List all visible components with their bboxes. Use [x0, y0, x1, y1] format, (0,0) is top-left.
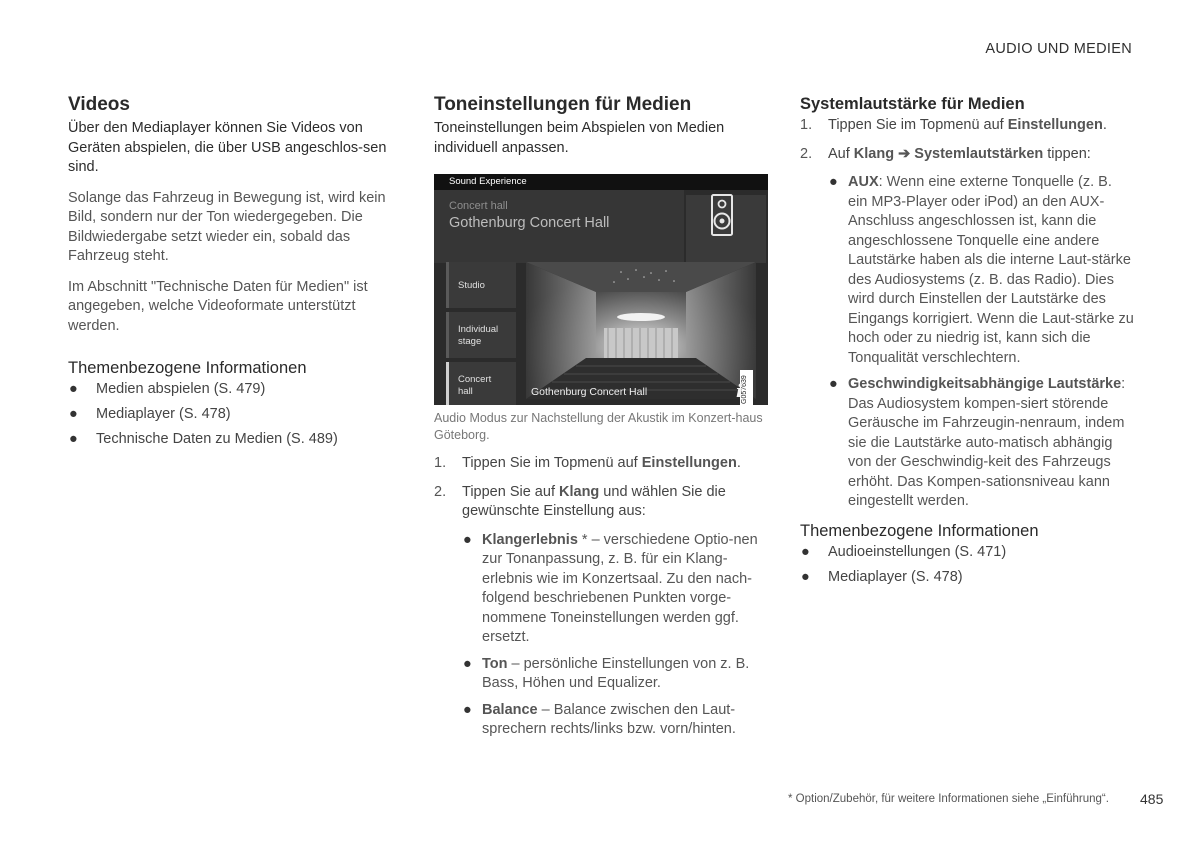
page-number: 485 — [1140, 791, 1164, 807]
videos-title: Videos — [68, 94, 130, 115]
section-header: AUDIO UND MEDIEN — [985, 41, 1132, 57]
settings-menu-term: Einstellungen — [1007, 117, 1103, 133]
figure-caption: Audio Modus zur Nachstellung der Akustik im Konzert-haus Göteborg. — [434, 411, 763, 442]
bullet-icon: ● — [463, 701, 472, 718]
concert-hall-photo — [526, 262, 756, 399]
mode-button-individual-stage[interactable]: Individual stage — [446, 312, 516, 358]
sound-settings-lead: Toneinstellungen beim Abspielen von Medien individuell anpassen. — [434, 120, 725, 156]
step-1: 1. Tippen Sie im Topmenü auf Einstellungen. — [434, 455, 741, 471]
bullet-icon: ● — [463, 531, 472, 548]
sound-menu-term: Klang — [559, 483, 600, 500]
videos-paragraph-2: Im Abschnitt "Technische Daten für Medien" ist angegeben, welche Videoformate unterstützt werden. — [68, 278, 368, 334]
related-link[interactable]: ● Audioeinstellungen (S. 471) — [800, 543, 1135, 563]
mode-title: Gothenburg Concert Hall — [449, 215, 610, 231]
option-aux: ● AUX: Wenn eine externe Tonquelle (z. B. ein MP3-Player oder iPod) an den AUX-Anschluss angeschlossen ist, kann die angeschlossene Tonquelle eine andere Lautstärke haben als die interne Laut-stärke des Audiosystems (z. B. das Radio). Dies wird durch Einstellen der Lautstärke des Eingangs korrigiert. Wenn die Laut-stärke zu hoch oder zu niedrig ist, kann sich die Tonqualität verschlechtern. — [829, 174, 1134, 366]
related-info-title: Themenbezogene Informationen — [800, 521, 1039, 540]
step-2: 2. Auf Klang ➔ Systemlautstärken tippen: ● AUX: Wenn eine externe Tonquelle (z. B. ein MP3-Player oder iPod) an den AUX-Anschluss angeschlossen ist, kann die angeschlossene Tonquelle eine andere Lautstärke haben als die interne Laut-stärke des Audiosystems (z. B. das Radio). Dies wird durch Einstellen der Lautstärke des Eingangs korrigiert. Wenn die Laut-stärke zu hoch oder zu niedrig ist, kann sich die Tonqualität verschlechtern. ● Geschwindigkeitsabhängige Lautstärke: Das Audiosystem kompen-siert störende Geräusche im Fahrzeugin-nenraum, indem sie die Lautstärke auto-matisch abhängig von der Geschwindig-keit des Fahrzeugs erhöht. Das Kompen-sationsniveau kann eingestellt werden. — [800, 145, 1135, 512]
bullet-icon: ● — [801, 568, 810, 585]
settings-menu-term: Einstellungen — [641, 455, 737, 471]
related-link[interactable]: ● Medien abspielen (S. 479) — [68, 380, 400, 400]
related-link[interactable]: ● Mediaplayer (S. 478) — [68, 405, 400, 425]
related-info-list — [800, 543, 1135, 588]
sound-steps — [434, 454, 768, 740]
videos-lead: Über den Mediaplayer können Sie Videos von Geräten abspielen, die über USB angeschlos-sen sind. — [68, 120, 387, 175]
videos-paragraph-1: Solange das Fahrzeug in Bewegung ist, wird kein Bild, sondern nur der Ton wiedergegeben. Die Bildwiedergabe setzt wieder ein, sobald das Fahrzeug steht. — [68, 189, 386, 264]
related-info-title: Themenbezogene Informationen — [68, 359, 307, 377]
sound-settings-title: Toneinstellungen für Medien — [434, 94, 692, 115]
sound-options — [462, 531, 768, 740]
option-sound-experience: ● Klangerlebnis * – verschiedene Optio-nen zur Tonanpassung, z. B. für ein Klang-erlebnis wie im Konzertsaal. Zu den nach-folgend beschriebenen Punkten vorge-nommene Toneinstellungen werden ggf. ersetzt. — [463, 531, 758, 645]
system-volume-title: Systemlautstärke für Medien — [800, 95, 1025, 113]
step-2: 2. Tippen Sie auf Klang und wählen Sie die gewünschte Einstellung aus: ● Klangerlebnis * – verschiedene Optio-nen zur Tonanpassung, z. B. für ein Klang-erlebnis wie im Konzertsaal. Zu den nach-folgend beschriebenen Punkten vorge-nommene Toneinstellungen werden ggf. ersetzt. ● Ton – persönliche Einstellungen von z. B. Bass, Höhen und Equalizer. ● Balance – Balance zwischen den Laut-sprechern rechts/links bzw. vorn/hinten. — [434, 483, 768, 740]
related-info-list — [68, 380, 400, 450]
column-videos — [68, 94, 400, 455]
volume-steps — [800, 116, 1135, 512]
bullet-icon: ● — [69, 431, 78, 447]
option-tone: ● Ton – persönliche Einstellungen von z. B. Bass, Höhen und Equalizer. — [463, 655, 750, 691]
screen-topbar — [434, 174, 768, 190]
speaker-icon — [710, 193, 734, 237]
column-system-volume — [800, 94, 1135, 593]
bullet-icon: ● — [829, 376, 838, 392]
bullet-icon: ● — [829, 174, 838, 190]
related-link[interactable]: ● Technische Daten zu Medien (S. 489) — [68, 430, 400, 450]
mode-button-concert-hall[interactable]: Concert hall — [446, 362, 516, 405]
bullet-icon: ● — [69, 406, 78, 422]
screen-title: Sound Experience — [449, 176, 527, 187]
info-icon[interactable]: i — [736, 381, 743, 402]
sound-experience-screen — [434, 174, 768, 405]
mode-button-studio[interactable]: Studio — [446, 262, 516, 308]
volume-options — [828, 173, 1135, 512]
column-sound-settings — [434, 94, 768, 749]
bullet-icon: ● — [69, 381, 78, 397]
mode-subtitle: Concert hall — [449, 200, 508, 212]
step-1: 1. Tippen Sie im Topmenü auf Einstellungen. — [800, 117, 1107, 133]
related-link[interactable]: ● Mediaplayer (S. 478) — [800, 568, 1135, 588]
option-balance: ● Balance – Balance zwischen den Laut-sprechern rechts/links bzw. vorn/hinten. — [463, 701, 736, 737]
option-speed-volume: ● Geschwindigkeitsabhängige Lautstärke: Das Audiosystem kompen-siert störende Geräusche im Fahrzeugin-nenraum, indem sie die Lautstärke auto-matisch abhängig von der Geschwindig-keit des Fahrzeugs erhöht. Das Kompen-sationsniveau kann eingestellt werden. — [829, 376, 1126, 509]
bullet-icon: ● — [463, 655, 472, 672]
arrow-right-icon: ➔ — [894, 145, 915, 162]
bullet-icon: ● — [801, 543, 810, 560]
photo-caption: Gothenburg Concert Hall — [531, 386, 648, 398]
footnote: * Option/Zubehör, für weitere Informationen siehe „Einführung“. — [788, 793, 1109, 805]
figure-code: G057639 — [740, 370, 753, 405]
